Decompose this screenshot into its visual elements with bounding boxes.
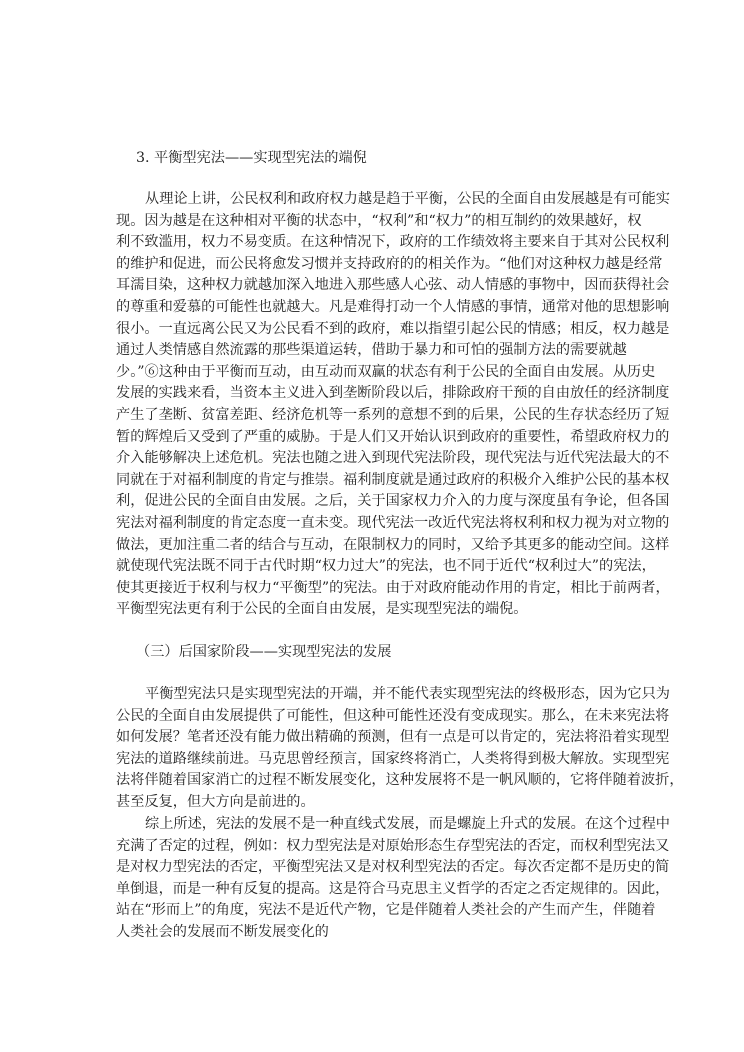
section-heading-balanced-constitution: 3. 平衡型宪法——实现型宪法的端倪 [136,150,367,166]
text-line: 人类社会的发展而不断发展变化的 [116,923,329,940]
text-line: 是对权力型宪法的否定，平衡型宪法又是对权利型宪法的否定。每次否定都不是历史的简 [116,859,670,876]
text-line: 介入能够解决上述危机。宪法也随之进入到现代宪法阶段，现代宪法与近代宪法最大的不 [116,450,670,467]
text-line: 公民的全面自由发展提供了可能性，但这种可能性还没有变成现实。那么，在未来宪法将 [116,707,670,724]
text-line: 产生了垄断、贫富差距、经济危机等一系列的意想不到的后果，公民的生存状态经历了短 [116,406,670,423]
paragraph-balanced-constitution [116,189,670,621]
text-line: 站在“形而上”的角度，宪法不是近代产物，它是伴随着人类社会的产生而产生，伴随着 [116,902,656,919]
text-line: 通过人类情感自然流露的那些渠道运转，借助于暴力和可怕的强制方法的需要就越 [116,342,627,359]
text-line: 从理论上讲，公民权利和政府权力越是趋于平衡，公民的全面自由发展越是有可能实 [145,191,670,207]
text-line: 宪法的道路继续前进。马克思曾经预言，国家终将消亡，人类将得到极大解放。实现型宪 [116,750,670,767]
text-line: 宪法对福利制度的肯定态度一直未变。现代宪法一改近代宪法将权利和权力视为对立物的 [116,514,670,531]
text-line: 甚至反复，但大方向是前进的。 [116,793,315,810]
paragraph-post-state [116,684,684,814]
text-line: 平衡型宪法只是实现型宪法的开端，并不能代表实现型宪法的终极形态，因为它只为 [145,686,670,702]
text-line: 同就在于对福利制度的肯定与推崇。福利制度就是通过政府的积极介入维护公民的基本权 [116,471,670,488]
text-line: 发展的实践来看，当资本主义进入到垄断阶段以后，排除政府干预的自由放任的经济制度 [116,385,670,402]
text-line: 利，促进公民的全面自由发展。之后，关于国家权力介入的力度与深度虽有争论，但各国 [116,493,670,510]
text-line: 综上所述，宪法的发展不是一种直线式发展，而是螺旋上升式的发展。在这个过程中 [145,816,670,832]
text-line: 如何发展？笔者还没有能力做出精确的预测，但有一点是可以肯定的，宪法将沿着实现型 [116,729,670,746]
text-line: 暂的辉煌后又受到了严重的威胁。于是人们又开始认识到政府的重要性，希望政府权力的 [116,428,670,445]
text-line: 做法，更加注重二者的结合与互动，在限制权力的同时，又给予其更多的能动空间。这样 [116,536,670,553]
text-line: 少。”⑥这种由于平衡而互动，由互动而双赢的状态有利于公民的全面自由发展。从历史 [116,363,656,380]
text-line: 的维护和促进，而公民将愈发习惯并支持政府的的相关作为。“他们对这种权力越是经常 [116,255,663,272]
text-line: 现。因为越是在这种相对平衡的状态中，“权利”和“权力”的相互制约的效果越好，权 [116,212,642,229]
text-line: 充满了否定的过程，例如：权力型宪法是对原始形态生存型宪法的否定，而权利型宪法又 [116,837,670,854]
text-line: 耳濡目染，这种权力就越加深入地进入那些感人心弦、动人情感的事物中，因而获得社会 [116,277,670,294]
text-line: 利不致滥用，权力不易变质。在这种情况下，政府的工作绩效将主要来自于其对公民权利 [116,234,670,251]
text-line: 的尊重和爱慕的可能性也就越大。凡是难得打动一个人情感的事情，通常对他的思想影响 [116,298,670,315]
text-line: 单倒退，而是一种有反复的提高。这是符合马克思主义哲学的否定之否定规律的。因此， [116,880,670,897]
text-line: 法将伴随着国家消亡的过程不断发展变化，这种发展将不是一帆风顺的，它将伴随着波折， [116,772,684,789]
paragraph-conclusion [116,814,670,944]
text-line: 平衡型宪法更有利于公民的全面自由发展，是实现型宪法的端倪。 [116,601,528,618]
text-line: 使其更接近于权利与权力“平衡型”的宪法。由于对政府能动作用的肯定，相比于前两者， [116,579,670,596]
text-line: 就使现代宪法既不同于古代时期“权力过大”的宪法，也不同于近代“权利过大”的宪法， [116,558,656,575]
section-heading-post-state: （三）后国家阶段——实现型宪法的发展 [136,644,392,660]
text-line: 很小。一直远离公民又为公民看不到的政府，难以指望引起公民的情感；相反，权力越是 [116,320,670,337]
